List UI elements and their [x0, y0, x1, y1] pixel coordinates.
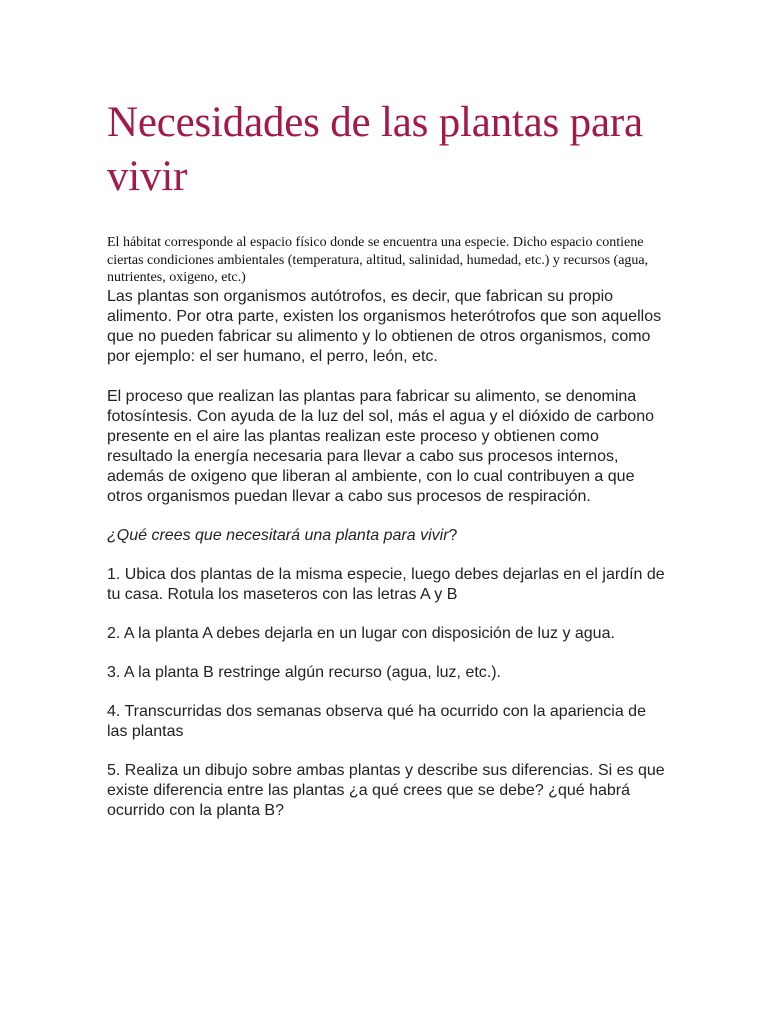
question-text: ¿Qué crees que necesitará una planta para vivir [107, 526, 449, 544]
intro-paragraph: El hábitat corresponde al espacio físico donde se encuentra una especie. Dicho espacio contiene ciertas condiciones ambientales (temperatura, altitud, salinidad, humedad, etc.) y recursos (agua, nutrientes, oxigeno, etc.) [107, 235, 649, 285]
paragraph-autotrofos: Las plantas son organismos autótrofos, es decir, que fabrican su propio alimento. Por otra parte, existen los organismos heterótrofos que son aquellos que no pueden fabricar su alimento y lo obtienen de otros organismos, como por ejemplo: el ser humano, el perro, león, etc. [107, 287, 662, 365]
question-paragraph [107, 526, 667, 546]
paragraph-fotosintesis: El proceso que realizan las plantas para fabricar su alimento, se denomina fotosíntesis. Con ayuda de la luz del sol, más el agua y el dióxido de carbono presente en el aire las plantas realizan este proceso y obtienen como resultado la energía necesaria para llevar a cabo sus procesos internos, además de oxigeno que liberan al ambiente, con lo cual contribuyen a que otros organismos puedan llevar a cabo sus procesos de respiración. [107, 387, 654, 505]
step-2: 2. A la planta A debes dejarla en un lugar con disposición de luz y agua. [107, 624, 615, 642]
step-5: 5. Realiza un dibujo sobre ambas plantas y describe sus diferencias. Si es que existe diferencia entre las plantas ¿a qué crees que se debe? ¿qué habrá ocurrido con la planta B? [107, 761, 665, 819]
step-3: 3. A la planta B restringe algún recurso (agua, luz, etc.). [107, 663, 501, 681]
document-page [107, 96, 667, 821]
step-4: 4. Transcurridas dos semanas observa qué ha ocurrido con la apariencia de las plantas [107, 702, 646, 740]
document-title: Necesidades de las plantas para vivir [107, 99, 643, 200]
question-mark: ? [448, 526, 458, 544]
step-1: 1. Ubica dos plantas de la misma especie, luego debes dejarlas en el jardín de tu casa. Rotula los maseteros con las letras A y B [107, 565, 665, 603]
